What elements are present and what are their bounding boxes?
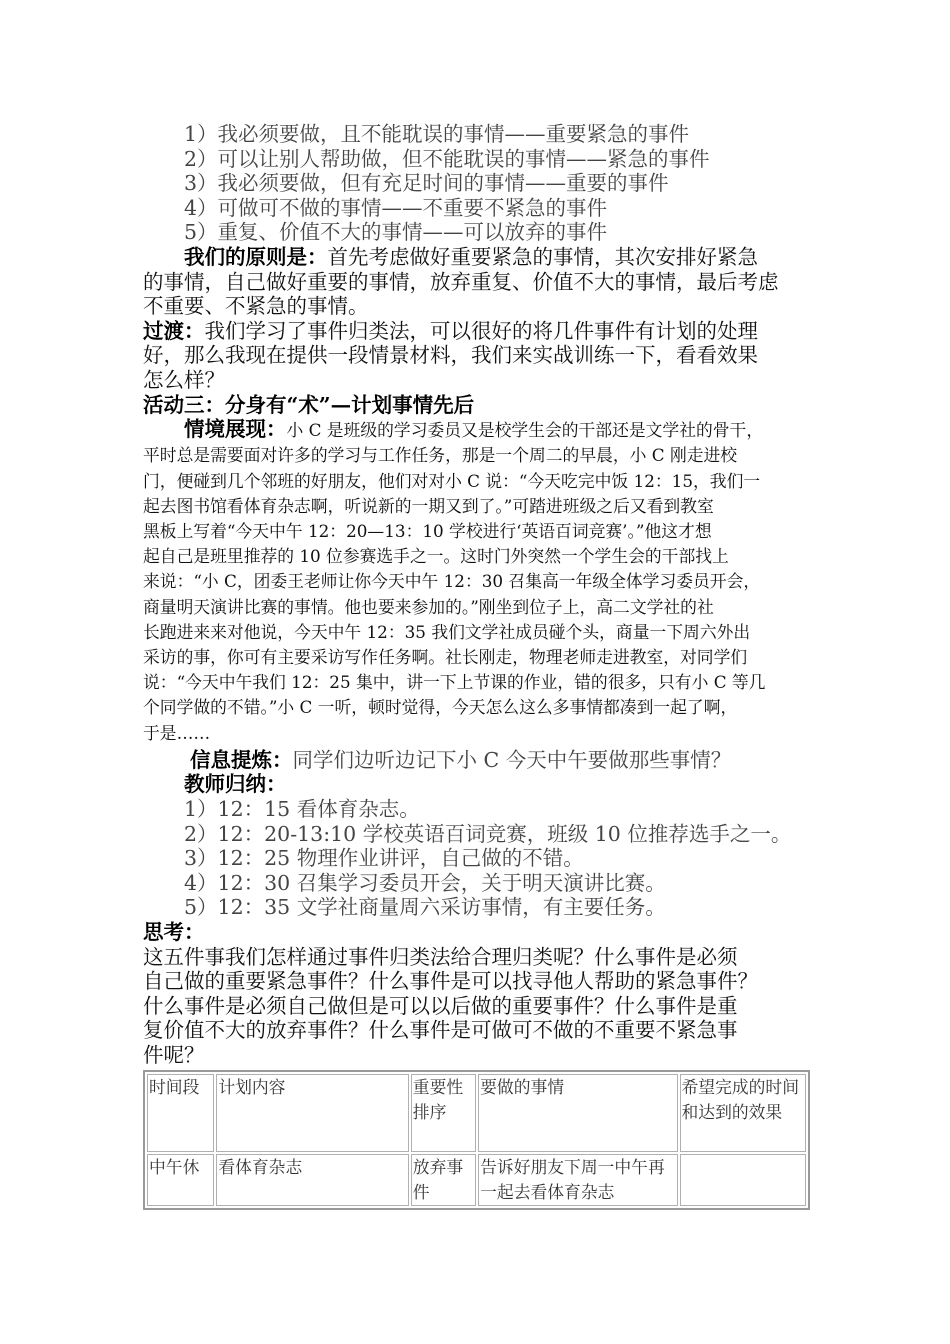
principle-text: 首先考虑做好重要紧急的事情，其次安排好紧急 xyxy=(327,244,758,269)
scenario-text: 商量明天演讲比赛的事情。他也要来参加的。”刚坐到位子上，高二文学社的社 xyxy=(143,596,714,617)
scenario-text: 长跑进来来对他说，今天中午 12：35 我们文学社成员碰个头，商量一下周六外出 xyxy=(143,621,751,642)
think-text: 这五件事我们怎样通过事件归类法给合理归类呢？什么事件是必须 xyxy=(143,944,738,969)
scenario-text: 说：“今天中午我们 12：25 集中，讲一下上节课的作业，错的很多，只有小 C 等几 xyxy=(143,672,766,693)
document-body xyxy=(143,122,815,1067)
scenario-text: 采访的事，你可有主要采访写作任务啊。社长刚走，物理老师走进教室，对同学们 xyxy=(143,646,748,667)
summary-item: 5）12：35 文学社商量周六采访事情，有主要任务。 xyxy=(184,895,666,920)
table-cell: 中午休 xyxy=(147,1154,214,1206)
think-text: 自己做的重要紧急事件？什么事件是可以找寻他人帮助的紧急事件？ xyxy=(143,969,758,994)
principle-label: 我们的原则是： xyxy=(184,244,328,269)
table-header-cell: 重要性排序 xyxy=(411,1074,476,1152)
scenario-text: 平时总是需要面对许多的学习与工作任务，那是一个周二的早晨，小 C 刚走进校 xyxy=(143,445,738,466)
scenario-text: 来说：“小 C，团委王老师让你今天中午 12：30 召集高一年级全体学习委员开会， xyxy=(143,571,761,592)
category-item: 2）可以让别人帮助做，但不能耽误的事情——紧急的事件 xyxy=(184,146,710,171)
summary-item: 1）12：15 看体育杂志。 xyxy=(184,796,420,821)
think-label: 思考： xyxy=(143,919,205,944)
info-text: 同学们边听边记下小 C 今天中午要做那些事情？ xyxy=(292,747,732,772)
category-item: 3）我必须要做，但有充足时间的事情——重要的事件 xyxy=(184,171,669,196)
teacher-summary xyxy=(143,772,815,920)
think-text: 什么事件是必须自己做但是可以以后做的重要事件？什么事件是重 xyxy=(143,993,738,1018)
summary-item: 2）12：20-13:10 学校英语百词竞赛，班级 10 位推荐选手之一。 xyxy=(184,821,792,846)
table-header-cell: 希望完成的时间和达到的效果 xyxy=(680,1074,806,1152)
transition-text: 我们学习了事件归类法，可以很好的将几件事件有计划的处理 xyxy=(204,318,758,343)
scenario-text: 小 C 是班级的学习委员又是校学生会的干部还是文学社的骨干， xyxy=(286,420,764,441)
scenario-label: 情境展现： xyxy=(184,417,287,442)
table-cell: 告诉好朋友下周一中午再一起去看体育杂志 xyxy=(478,1154,677,1206)
summary-item: 4）12：30 召集学习委员开会，关于明天演讲比赛。 xyxy=(184,870,666,895)
table-header-row xyxy=(147,1074,806,1152)
scenario-text: 个同学做的不错。”小 C 一听，顿时觉得，今天怎么这么多事情都凑到一起了啊， xyxy=(143,697,738,718)
plan-table xyxy=(143,1070,810,1210)
think-text: 复价值不大的放弃事件？什么事件是可做可不做的不重要不紧急事 xyxy=(143,1018,738,1043)
summary-item: 3）12：25 物理作业讲评，自己做的不错。 xyxy=(184,846,584,871)
scenario-text: 于是…… xyxy=(143,722,211,743)
table-cell: 看体育杂志 xyxy=(216,1154,408,1206)
info-paragraph xyxy=(143,748,815,773)
category-item: 1）我必须要做，且不能耽误的事情——重要紧急的事件 xyxy=(184,122,690,146)
table-cell: 放弃事件 xyxy=(411,1154,476,1206)
principle-paragraph xyxy=(143,245,815,319)
principle-text: 不重要、不紧急的事情。 xyxy=(143,294,369,319)
transition-text: 怎么样？ xyxy=(143,367,225,392)
principle-text: 的事情，自己做好重要的事情，放弃重复、价值不大的事情，最后考虑 xyxy=(143,269,779,294)
category-item: 4）可做可不做的事情——不重要不紧急的事件 xyxy=(184,195,608,220)
table-cell xyxy=(680,1154,806,1206)
think-paragraph xyxy=(143,920,815,1068)
info-label: 信息提炼： xyxy=(190,747,293,772)
category-item: 5）重复、价值不大的事情——可以放弃的事件 xyxy=(184,220,608,245)
table-header-cell: 要做的事情 xyxy=(478,1074,677,1152)
activity-heading xyxy=(143,393,815,418)
table-row xyxy=(147,1154,806,1206)
table-header-cell: 计划内容 xyxy=(216,1074,408,1152)
activity-title: 活动三：分身有“术”—计划事情先后 xyxy=(143,392,475,417)
transition-label: 过渡： xyxy=(143,318,205,343)
category-list xyxy=(143,122,815,245)
teacher-summary-label: 教师归纳： xyxy=(184,772,287,797)
scenario-text: 黑板上写着“今天中午 12：20—13：10 学校进行‘英语百词竞赛’。”他这才想 xyxy=(143,520,712,541)
table-header-cell: 时间段 xyxy=(147,1074,214,1152)
think-text: 件呢？ xyxy=(143,1042,205,1067)
transition-paragraph xyxy=(143,319,815,393)
scenario-text: 门，便碰到几个邻班的好朋友，他们对对小 C 说：“今天吃完中饭 12：15，我们一 xyxy=(143,470,761,491)
scenario-text: 起去图书馆看体育杂志啊，听说新的一期又到了。”可踏进班级之后又看到教室 xyxy=(143,495,714,516)
scenario-text: 起自己是班里推荐的 10 位参赛选手之一。这时门外突然一个学生会的干部找上 xyxy=(143,546,729,567)
transition-text: 好，那么我现在提供一段情景材料，我们来实战训练一下，看看效果 xyxy=(143,343,758,368)
scenario-paragraph xyxy=(143,417,815,746)
